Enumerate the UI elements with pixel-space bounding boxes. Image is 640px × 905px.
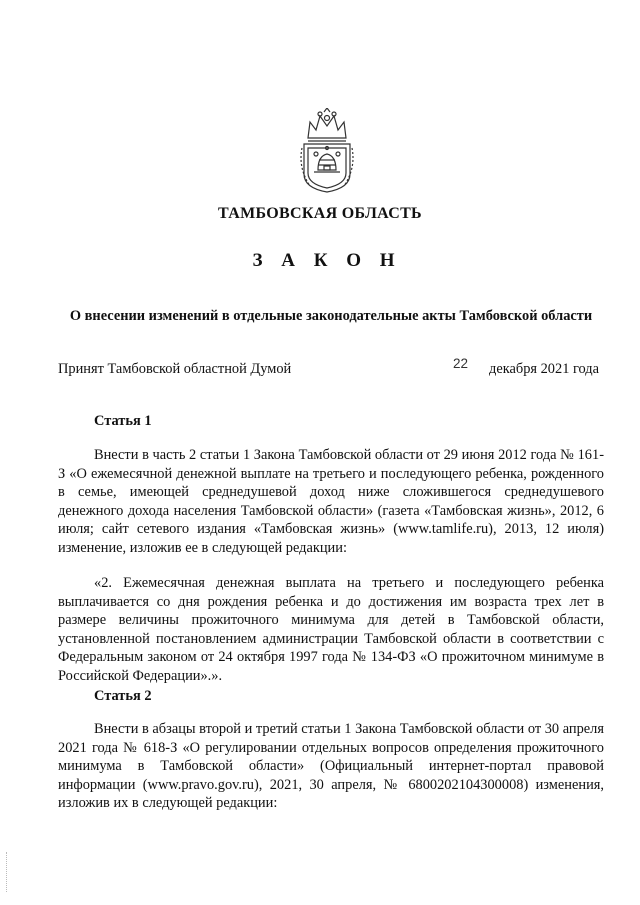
article-1-paragraph-2-text: «2. Ежемесячная денежная выплата на третьего и последующего ребенка выплачивается со дня рождения ребенка и до достижения им возраста трех лет в размере величины прожиточного минимума для детей в Тамбовской области, установленной постановлением администрации Тамбовской области в соответствии с Федеральным законом от 24 октября 1997 года № 134-ФЗ «О прожиточном минимуме в Российской Федерации».». [58, 575, 604, 684]
law-subject: О внесении изменений в отдельные законодательные акты Тамбовской области [69, 308, 593, 324]
region-title: ТАМБОВСКАЯ ОБЛАСТЬ [218, 205, 422, 222]
coat-of-arms-icon [296, 108, 358, 194]
adoption-body: Принят Тамбовской областной Думой [58, 361, 292, 377]
article-1-paragraph-2 [58, 574, 604, 686]
document-type-title: З А К О Н [252, 250, 402, 271]
scan-margin-mark [6, 852, 8, 892]
adoption-day: 22 [453, 356, 469, 371]
article-2-paragraph-1-text: Внести в абзацы второй и третий статьи 1 Закона Тамбовской области от 30 апреля 2021 года № 618-З «О регулировании отдельных вопросов определения прожиточного минимума в Тамбовской области» (Официальный интернет-портал правовой информации (www.pravo.gov.ru), 2021, 30 апреля, № 6800202104300008) изменения, изложив их в следующей редакции: [58, 721, 604, 812]
article-1-paragraph-1-text: Внести в часть 2 статьи 1 Закона Тамбовской области от 29 июня 2012 года № 161-З «О ежемесячной денежной выплате на третьего и последующего ребенка, рожденного в семье, имеющей среднедушевой доход ниже сложившегося среднедушевого денежного дохода населения Тамбовской области» (газета «Тамбовская жизнь», 2012, 6 июля; сайт сетевого издания «Тамбовская жизнь» (www.tamlife.ru), 2013, 12 июля) изменение, изложив ее в следующей редакции: [58, 447, 604, 556]
article-2-heading: Статья 2 [94, 688, 152, 704]
article-2-paragraph-1 [58, 720, 604, 813]
adoption-month-year: декабря 2021 года [489, 361, 600, 377]
article-1-paragraph-1 [58, 446, 604, 558]
article-1-heading: Статья 1 [94, 413, 152, 429]
